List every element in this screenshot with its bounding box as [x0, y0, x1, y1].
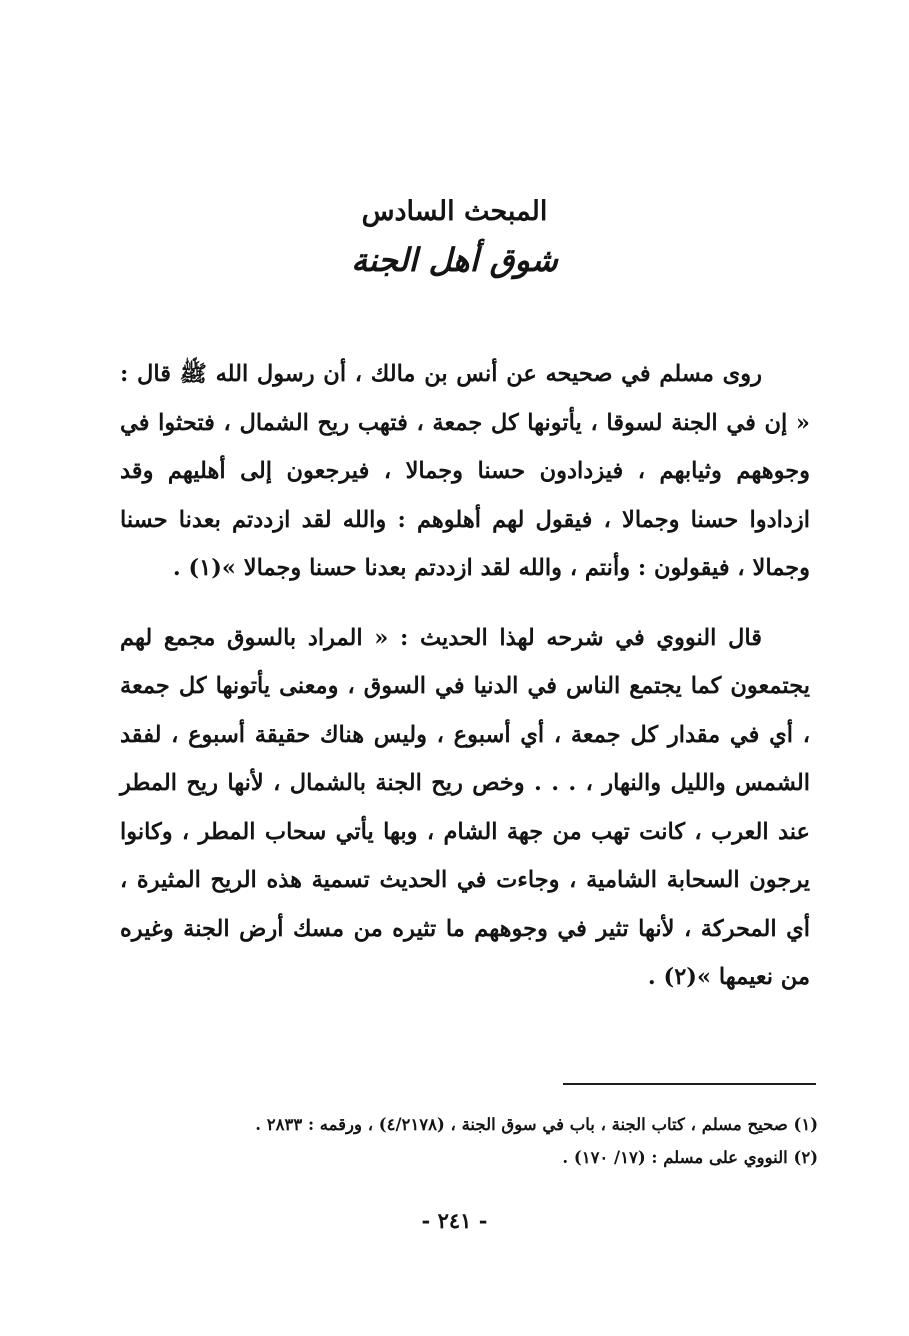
footnote-1: (١) صحيح مسلم ، كتاب الجنة ، باب في سوق الجنة ، (٤/٢١٧٨) ، ورقمه : ٢٨٣٣ .	[255, 1115, 818, 1134]
body-text	[120, 350, 810, 1002]
section-heading	[0, 190, 909, 286]
page-number: - ٢٤١ -	[421, 1208, 488, 1233]
footnotes	[150, 1108, 818, 1174]
section-subtitle: شوق أهل الجنة	[351, 241, 558, 279]
section-title: المبحث السادس	[361, 196, 548, 227]
footnote-2: (٢) النووي على مسلم : (١٧/ ١٧٠) .	[562, 1148, 818, 1167]
paragraph-nawawi-commentary: قال النووي في شرحه لهذا الحديث : « المراد بالسوق مجمع لهم يجتمعون كما يجتمع الناس في الدنيا في السوق ، ومعنى يأتونها كل جمعة ، أي في مقدار كل جمعة ، أي أسبوع ، وليس هناك حقيقة أسبوع ، لفقد الشمس والليل والنهار ، . . . وخص ريح الجنة بالشمال ، لأنها ريح المطر عند العرب ، كانت تهب من جهة الشام ، وبها يأتي سحاب المطر ، وكانوا يرجون السحابة الشامية ، وجاءت في الحديث تسمية هذه الريح المثيرة ، أي المحركة ، لأنها تثير في وجوههم ما تثيره من مسك أرض الجنة وغيره من نعيمها »(٢) .	[120, 624, 810, 990]
footnote-divider	[563, 1083, 816, 1085]
paragraph-hadith: روى مسلم في صحيحه عن أنس بن مالك ، أن رسول الله ﷺ قال : « إن في الجنة لسوقا ، يأتونها كل جمعة ، فتهب ريح الشمال ، فتحثوا في وجوههم وثيابهم ، فيزدادون حسنا وجمالا ، فيرجعون إلى أهليهم وقد ازدادوا حسنا وجمالا ، فيقول لهم أهلوهم : والله لقد ازددتم بعدنا حسنا وجمالا ، فيقولون : وأنتم ، والله لقد ازددتم بعدنا حسنا وجمالا »(١) .	[120, 361, 810, 581]
